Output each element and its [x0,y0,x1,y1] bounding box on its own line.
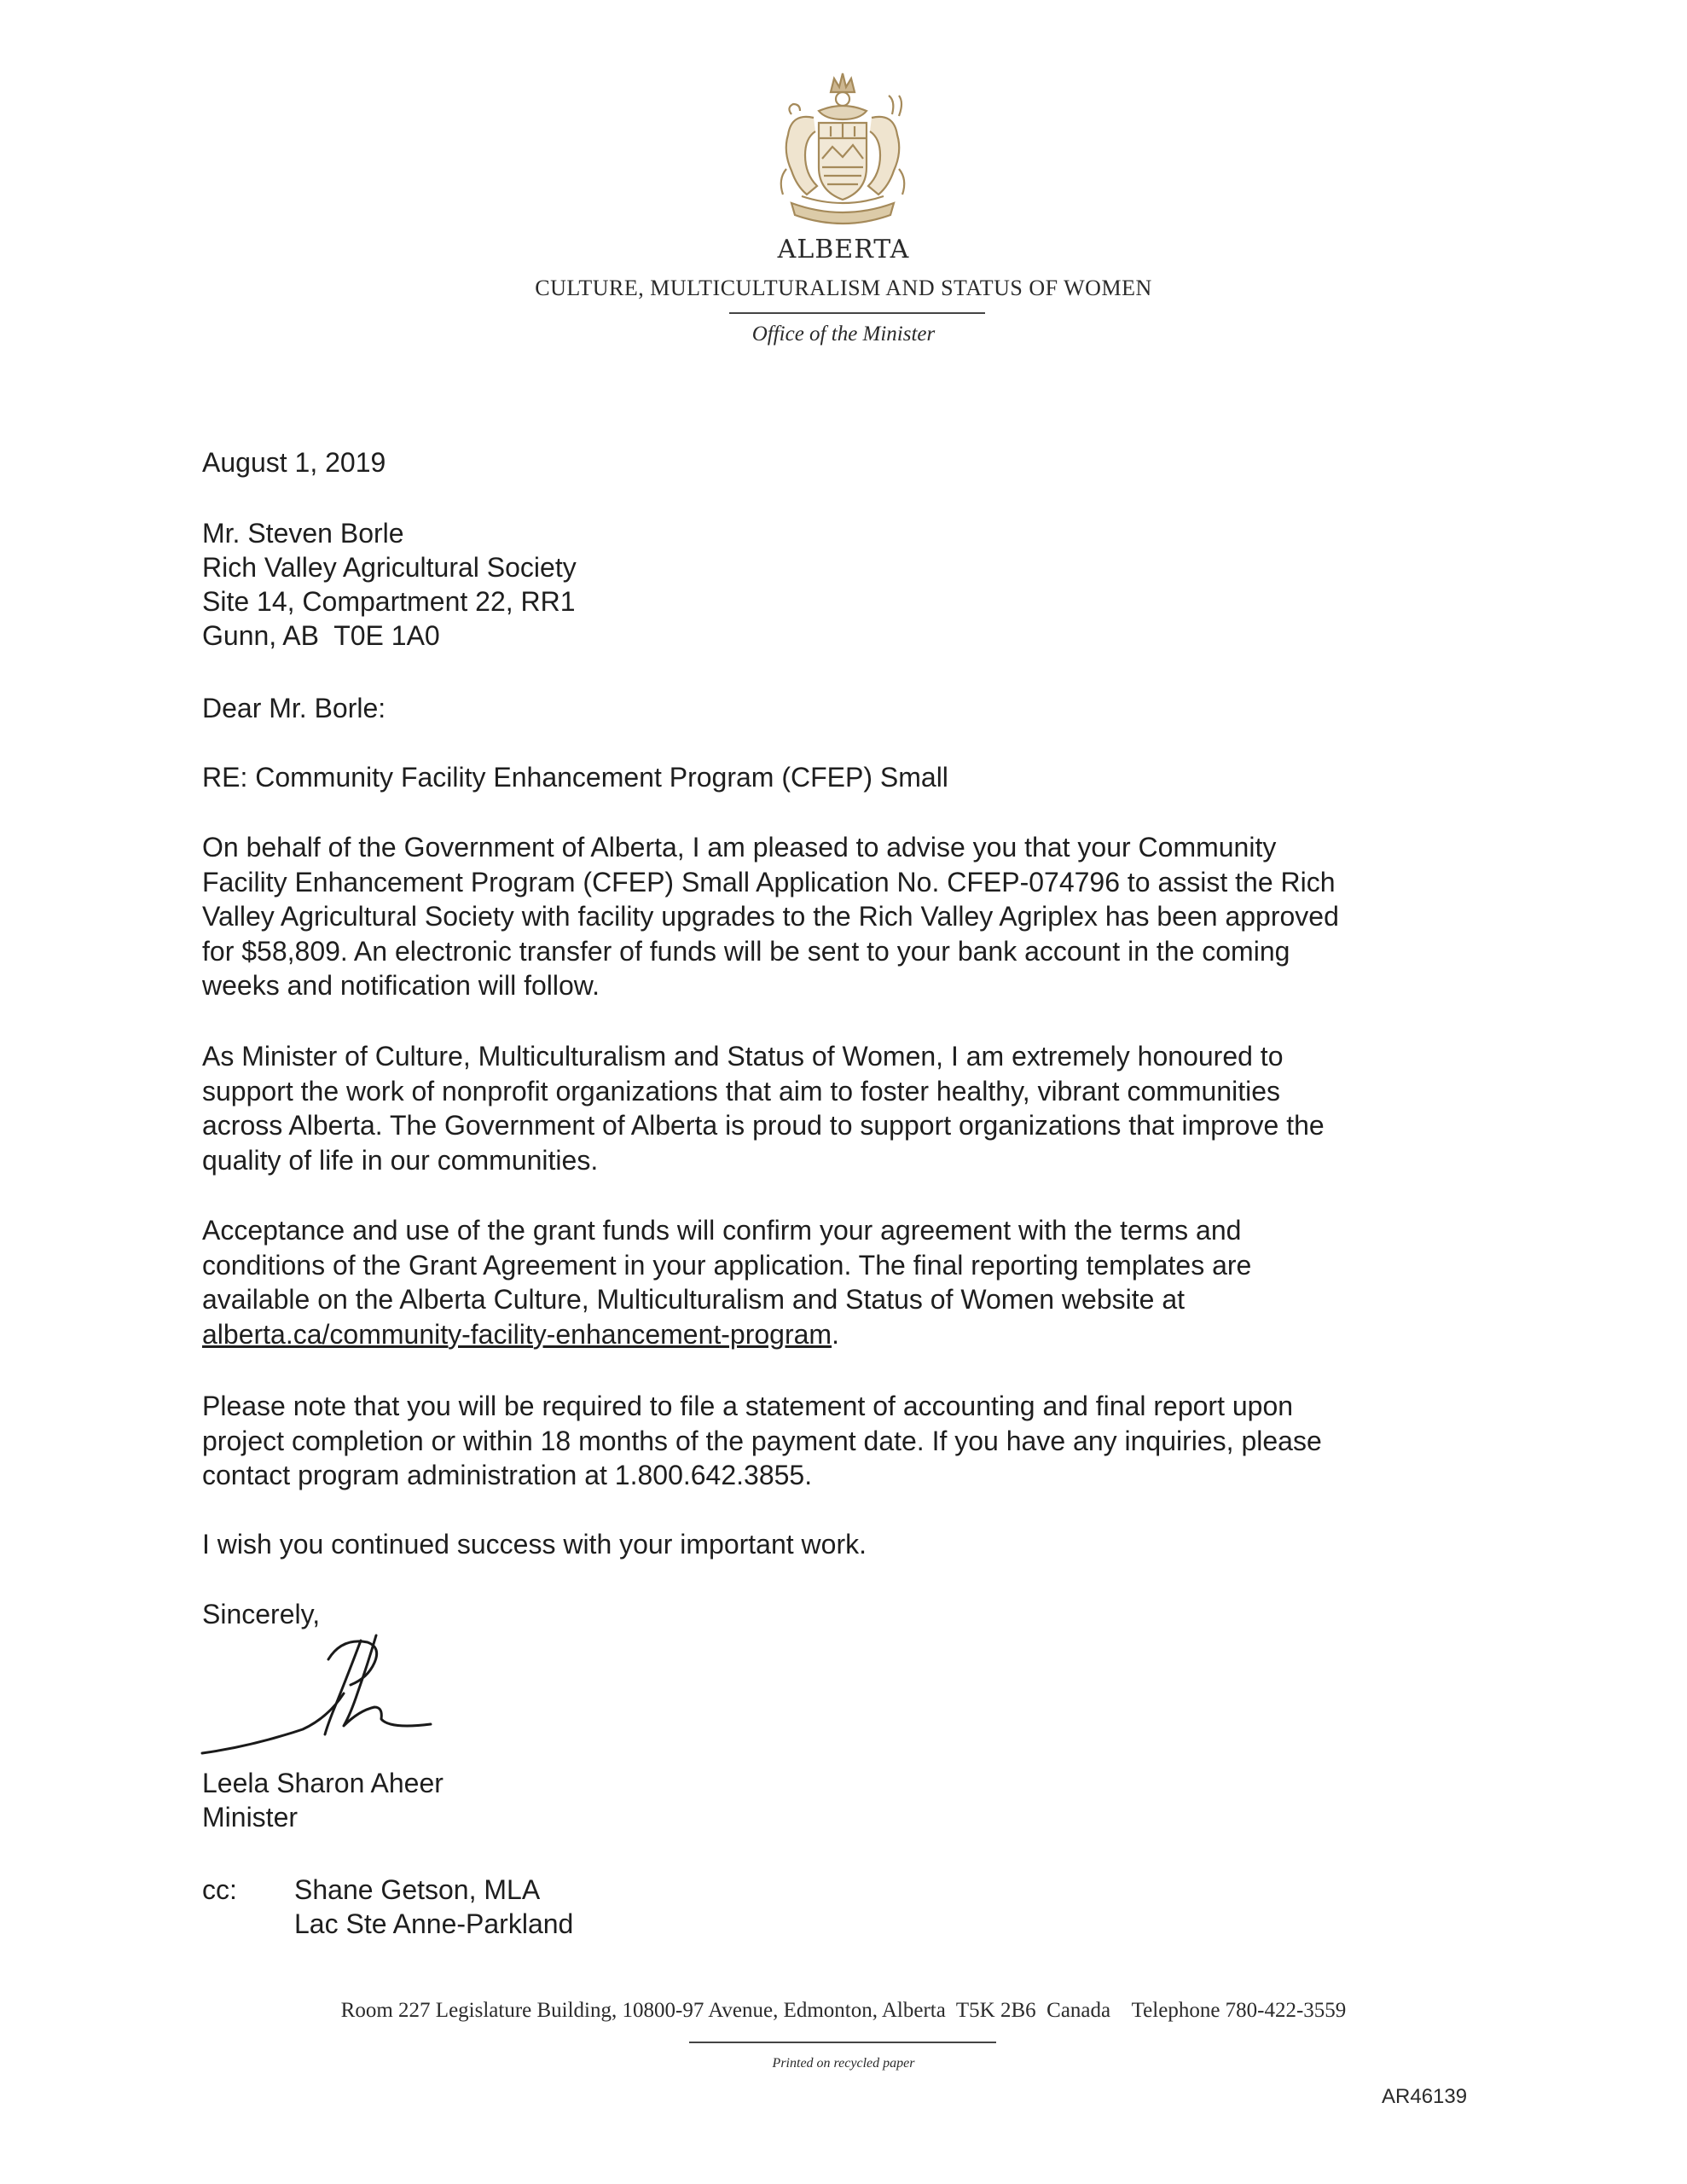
closing: Sincerely, [202,1599,321,1629]
paragraph-closing-wish: I wish you continued success with your important work. [202,1529,867,1560]
footer-divider [689,2042,996,2043]
cc-label: cc: [202,1874,237,1905]
paragraph-line: Acceptance and use of the grant funds will confirm your agreement with the terms and [202,1215,1242,1246]
subject-line: RE: Community Facility Enhancement Program (CFEP) Small [202,762,948,793]
paragraph-line: available on the Alberta Culture, Multiculturalism and Status of Women website at [202,1284,1185,1315]
paragraph-line-link [202,1317,1251,1352]
paragraph-minister-support [202,1039,1325,1177]
recipient-city: Gunn, AB T0E 1A0 [202,620,440,651]
paragraph-line: Facility Enhancement Program (CFEP) Small Application No. CFEP-074796 to assist the Rich [202,866,1336,897]
salutation: Dear Mr. Borle: [202,693,386,723]
link-period: . [832,1318,839,1350]
recipient-organization: Rich Valley Agricultural Society [202,552,577,583]
paragraph-grant-terms [202,1213,1251,1351]
letterhead-office: Office of the Minister [751,322,936,346]
paragraph-reporting [202,1389,1322,1493]
paragraph-line: conditions of the Grant Agreement in your application. The final reporting templates are [202,1249,1252,1281]
document-code: AR46139 [1382,2085,1468,2108]
letterhead-province: ALBERTA [777,235,910,264]
paragraph-line: contact program administration at 1.800.642.3855. [202,1460,813,1490]
recipient-name: Mr. Steven Borle [202,518,404,549]
recipient-address: Site 14, Compartment 22, RR1 [202,586,576,617]
footer-recycled-note: Printed on recycled paper [772,2056,915,2071]
paragraph-line: Valley Agricultural Society with facility upgrades to the Rich Valley Agriplex has been approved [202,901,1339,932]
paragraph-line: across Alberta. The Government of Alberta is proud to support organizations that improve the [202,1110,1325,1141]
paragraph-line: project completion or within 18 months of the payment date. If you have any inquiries, please [202,1425,1322,1456]
cc-recipient-line: Lac Ste Anne-Parkland [294,1908,574,1939]
paragraph-line: support the work of nonprofit organizations that aim to foster healthy, vibrant communities [202,1075,1281,1107]
footer-address: Room 227 Legislature Building, 10800-97 Avenue, Edmonton, Alberta T5K 2B6 Canada Telephone 780-422-3559 [340,1999,1347,2022]
paragraph-line: On behalf of the Government of Alberta, I am pleased to advise you that your Community [202,832,1277,863]
letterhead-divider [729,312,985,314]
signer-name: Leela Sharon Aheer [202,1768,443,1798]
cc-recipients [294,1873,573,1941]
paragraph-line: Please note that you will be required to file a statement of accounting and final report upon [202,1391,1294,1421]
paragraph-line: for $58,809. An electronic transfer of funds will be sent to your bank account in the coming [202,935,1290,967]
paragraph-approval [202,830,1339,1003]
paragraph-line: quality of life in our communities. [202,1144,599,1176]
paragraph-line: weeks and notification will follow. [202,970,600,1001]
letterhead-ministry: CULTURE, MULTICULTURALISM AND STATUS OF WOMEN [535,276,1152,300]
cc-recipient-line: Shane Getson, MLA [294,1874,541,1905]
signature-image [200,1634,448,1762]
alberta-coat-of-arms-icon [757,67,928,237]
paragraph-line: As Minister of Culture, Multiculturalism and Status of Women, I am extremely honoured to [202,1041,1284,1072]
letter-date: August 1, 2019 [202,447,386,478]
program-website-link[interactable]: alberta.ca/community-facility-enhancement-program [202,1318,832,1350]
signer-title: Minister [202,1802,299,1833]
